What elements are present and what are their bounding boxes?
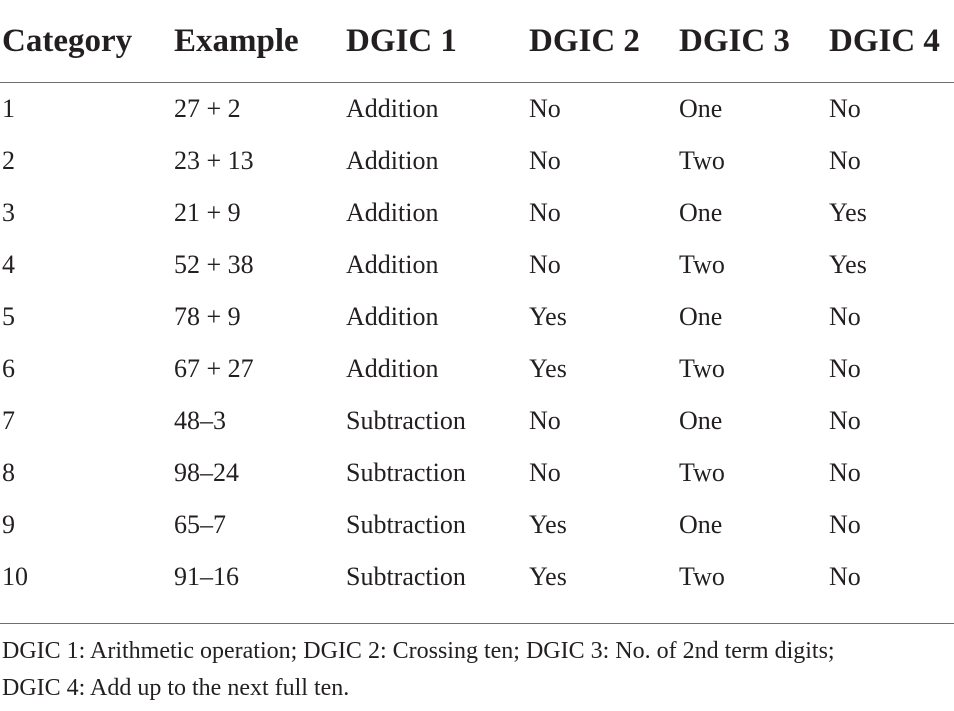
cell-dgic-2: No	[529, 94, 561, 123]
cell-dgic-3: Two	[679, 562, 725, 591]
cell-example: 27 + 2	[174, 94, 241, 123]
cell-dgic-4: Yes	[829, 250, 867, 279]
cell-dgic-2: Yes	[529, 354, 567, 383]
header-row	[0, 0, 954, 83]
cell-dgic-1: Addition	[346, 94, 439, 123]
cell-dgic-2: No	[529, 406, 561, 435]
cell-dgic-3: One	[679, 198, 723, 227]
cell-category: 5	[2, 302, 15, 331]
cell-example: 52 + 38	[174, 250, 254, 279]
header-example: Example	[172, 0, 344, 83]
table-row	[0, 551, 954, 603]
cell-dgic-3: Two	[679, 146, 725, 175]
cell-dgic-2: No	[529, 146, 561, 175]
cell-dgic-4: Yes	[829, 198, 867, 227]
cell-dgic-4: No	[829, 458, 861, 487]
cell-example: 67 + 27	[174, 354, 254, 383]
cell-dgic-4: No	[829, 562, 861, 591]
cell-example: 78 + 9	[174, 302, 241, 331]
cell-dgic-2: Yes	[529, 510, 567, 539]
cell-dgic-4: No	[829, 302, 861, 331]
table-header	[0, 0, 954, 83]
header-dgic-1: DGIC 1	[344, 0, 527, 83]
cell-dgic-2: Yes	[529, 302, 567, 331]
cell-category: 4	[2, 250, 15, 279]
cell-example: 98–24	[174, 458, 239, 487]
table-row	[0, 135, 954, 187]
cell-dgic-3: Two	[679, 354, 725, 383]
cell-dgic-1: Addition	[346, 354, 439, 383]
cell-dgic-2: No	[529, 250, 561, 279]
cell-example: 65–7	[174, 510, 226, 539]
cell-dgic-1: Addition	[346, 146, 439, 175]
table-row	[0, 343, 954, 395]
cell-dgic-4: No	[829, 354, 861, 383]
cell-dgic-3: Two	[679, 458, 725, 487]
cell-example: 23 + 13	[174, 146, 254, 175]
cell-category: 1	[2, 94, 15, 123]
header-category: Category	[0, 0, 172, 83]
header-dgic-4: DGIC 4	[827, 0, 954, 83]
table-row	[0, 239, 954, 291]
cell-dgic-2: Yes	[529, 562, 567, 591]
cell-dgic-4: No	[829, 146, 861, 175]
cell-dgic-1: Addition	[346, 302, 439, 331]
cell-dgic-4: No	[829, 510, 861, 539]
cell-category: 9	[2, 510, 15, 539]
cell-dgic-3: One	[679, 94, 723, 123]
table-body	[0, 83, 954, 624]
cell-dgic-3: One	[679, 302, 723, 331]
footnote-line-2: DGIC 4: Add up to the next full ten.	[2, 675, 350, 701]
table-row	[0, 83, 954, 136]
cell-dgic-2: No	[529, 458, 561, 487]
table-bottom-rule	[0, 603, 954, 624]
cell-dgic-1: Subtraction	[346, 406, 466, 435]
cell-category: 8	[2, 458, 15, 487]
table-row	[0, 447, 954, 499]
cell-example: 91–16	[174, 562, 239, 591]
cell-dgic-2: No	[529, 198, 561, 227]
cell-dgic-1: Addition	[346, 250, 439, 279]
cell-category: 10	[2, 562, 28, 591]
cell-category: 7	[2, 406, 15, 435]
table-footnote	[2, 633, 952, 707]
cell-dgic-3: Two	[679, 250, 725, 279]
cell-dgic-3: One	[679, 510, 723, 539]
cell-dgic-4: No	[829, 406, 861, 435]
cell-dgic-1: Subtraction	[346, 562, 466, 591]
cell-dgic-1: Addition	[346, 198, 439, 227]
cell-example: 21 + 9	[174, 198, 241, 227]
cell-category: 3	[2, 198, 15, 227]
header-dgic-2: DGIC 2	[527, 0, 677, 83]
footnote-line-1: DGIC 1: Arithmetic operation; DGIC 2: Crossing ten; DGIC 3: No. of 2nd term digits;	[2, 638, 835, 664]
cell-dgic-4: No	[829, 94, 861, 123]
table-row	[0, 499, 954, 551]
cell-dgic-1: Subtraction	[346, 510, 466, 539]
bottom-rule-cell	[0, 603, 954, 624]
cell-category: 6	[2, 354, 15, 383]
table-row	[0, 187, 954, 239]
header-dgic-3: DGIC 3	[677, 0, 827, 83]
cell-dgic-1: Subtraction	[346, 458, 466, 487]
cell-category: 2	[2, 146, 15, 175]
table-row	[0, 395, 954, 447]
table-row	[0, 291, 954, 343]
cell-example: 48–3	[174, 406, 226, 435]
cell-dgic-3: One	[679, 406, 723, 435]
